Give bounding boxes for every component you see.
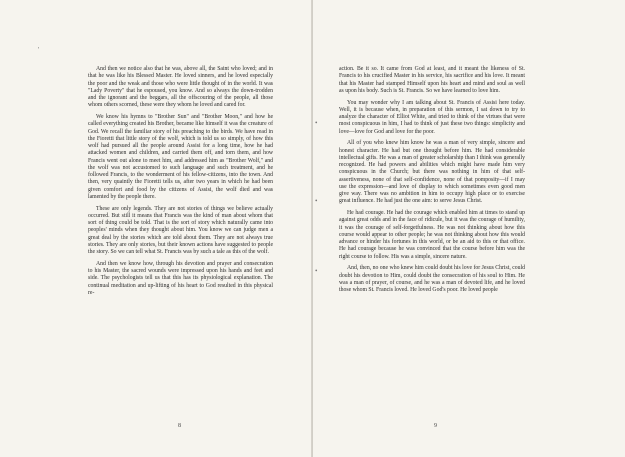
paragraph: He had courage. He had the courage which enabled him at times to stand up against great odds and in the face of ridicule, but it was the courage of humility, it was the courage of self-forgetfulness. He was not thinking about how this course would appear to other people; he was not thinking about how this would advance or hinder his fortunes in this world, or be an aid to this or that office. He had courage because he was convinced that the course before him was the right course to follow. His was a simple, sincere nature. (339, 210, 525, 260)
paragraph: These are only legends. They are not stories of things we believe actually occurred. But still it means that Francis was the kind of man about whom that sort of thing could be told. That is the sort of story which naturally came into peoples' minds when they thought about him. You know we can judge men a great deal by the stories which are told about them. They are not always true stories. They are only stories, but their known actions have suggested to people the story. So we can tell what St. Francis was by such a tale as this of the wolf. (88, 205, 273, 255)
margin-mark: • (315, 119, 318, 127)
left-page (0, 0, 312, 457)
paragraph: action. Be it so. It came from God at least, and it meant the likeness of St. Francis to his crucified Master in his service, his sacrifice and his love. It meant that his Master had stamped Himself upon his heart and mind and soul as well as upon his body. Such is St. Francis. So we have learned to love him. (339, 66, 525, 94)
margin-mark: • (315, 197, 318, 205)
paragraph: And then we know how, through his devotion and prayer and consecration to his Master, the sacred wounds were impressed upon his hands and feet and side. The psychologists tell us that this has its physiological explanation. The continual meditation and up-lifting of his heart to God resulted in this physical re- (88, 260, 273, 296)
margin-mark: • (315, 267, 318, 275)
right-page (313, 0, 625, 457)
margin-mark: ' (38, 46, 40, 54)
right-page-text (339, 66, 525, 299)
paragraph: All of you who knew him know he was a man of very simple, sincere and honest character. He had but one thought before him. He had considerable intellectual gifts. He was a man of greater scholarship than I think was generally recognized. He had powers and abilities which might have made him very conspicuous in the Church; but there was nothing in him of that self-assertiveness, none of that self-confidence, none of that pomposity—if I may use the expression—and love of display to which sometimes even good men give way. There was no ambition in him to occupy high place or to exercise great influence. He had just the one aim: to serve Jesus Christ. (339, 140, 525, 205)
paragraph: We know his hymns to "Brother Sun" and "Brother Moon," and how he called everything created his Brother, became like himself it was the creature of God. We recall the familiar story of his preaching to the birds. We have read in the Fioretti that little story of the wolf, which is told us so simply, of how this wolf had pursued all the people around Assisi for a long time, how he had attacked women and children, and carried them off, and torn them, and how Francis went out alone to meet him, and addressed him as "Brother Wolf," and the wolf was not accustomed to such language and such treatment, and he followed Francis, to the wonderment of his fellow-citizens, into the town. And then, very quaintly the Fioretti tells us, after two years in which he had been given comfort and food by the citizens of Assisi, the wolf died and was lamented by the people there. (88, 114, 273, 200)
page-number: 9 (434, 423, 437, 429)
page-number: 8 (178, 423, 181, 429)
paragraph: And then we notice also that he was, above all, the Saint who loved; and in that he was like his Blessed Master. He loved sinners, and he loved especially the poor and the weak and those who were little thought of in the world. It was "Lady Poverty" that he espoused, you know. And so always the down-trodden and the ignorant and the beggars, all the offscouring of the people, all those whom others scorned, these were they whom he loved and cared for. (88, 66, 273, 109)
paragraph: And, then, no one who knew him could doubt his love for Jesus Christ, could doubt his devotion to Him, could doubt the consecration of his soul to Him. He was a man of prayer, of course, and he was a man of devoted life, and he loved those whom St. Francis loved. He loved God's poor. He loved people (339, 265, 525, 293)
left-page-text (88, 66, 273, 302)
paragraph: You may wonder why I am talking about St. Francis of Assisi here today. Well, it is because when, in preparation of this sermon, I sat down to try to analyze the character of Elliot White, and tried to think of the virtues that were most conspicuous in him, I had to think of just these two things: simplicity and love—love for God and love for the poor. (339, 99, 525, 135)
